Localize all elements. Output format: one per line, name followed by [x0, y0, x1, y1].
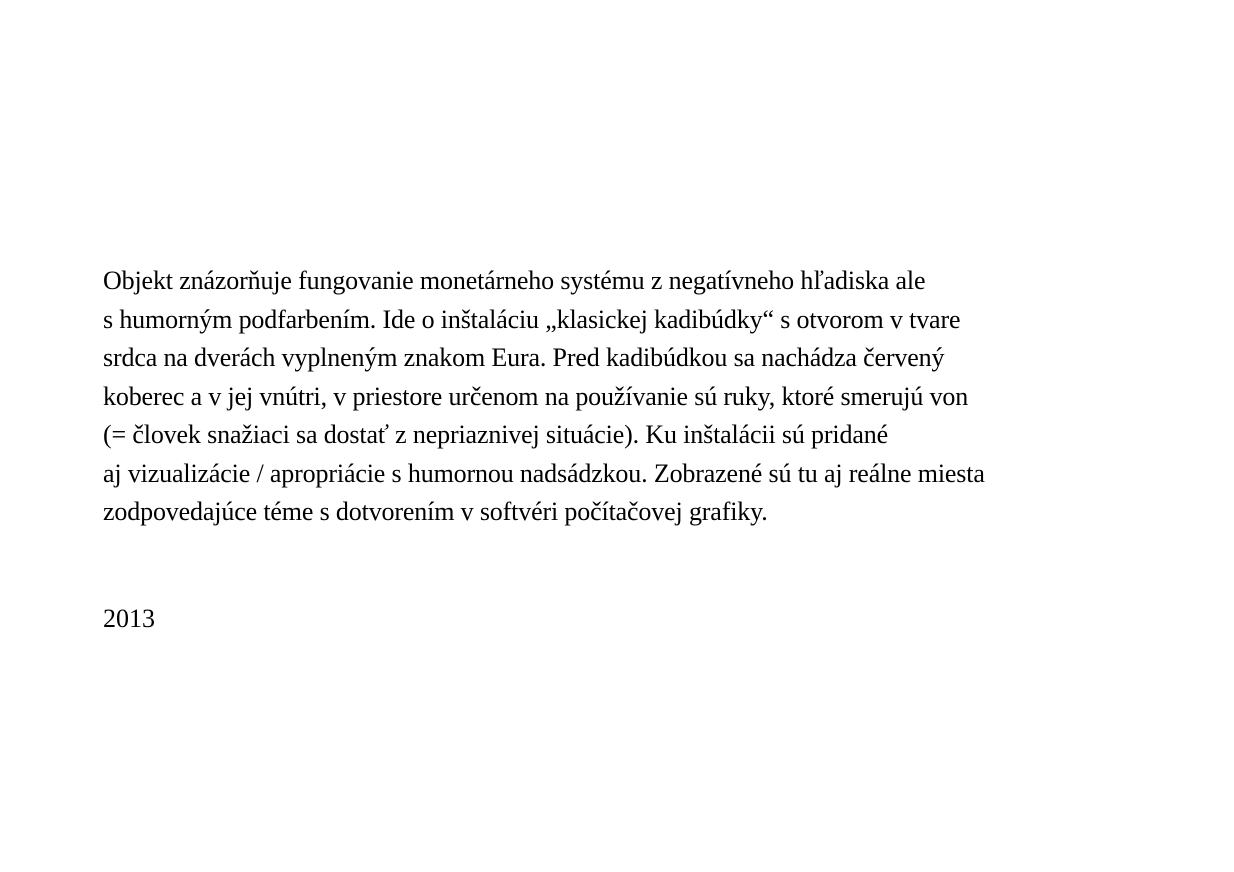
paragraph-line-2: s humorným podfarbením. Ide o inštaláciu „klasickej kadibúdky“ s otvorom v tvare — [103, 304, 961, 334]
paragraph-line-3: srdca na dverách vyplneným znakom Eura. Pred kadibúdkou sa nachádza červený — [103, 343, 945, 372]
paragraph-line-4: koberec a v jej vnútri, v priestore určenom na používanie sú ruky, ktoré smerujú von — [103, 381, 969, 411]
paragraph-line-1: Objekt znázorňuje fungovanie monetárneho systému z negatívneho hľadiska ale — [103, 266, 926, 295]
paragraph-line-7: zodpovedajúce téme s dotvorením v softvéri počítačovej grafiky. — [103, 497, 768, 526]
year-label: 2013 — [103, 604, 155, 633]
paragraph-line-6: aj vizualizácie / apropriácie s humornou nadsádzkou. Zobrazené sú tu aj reálne miesta — [103, 458, 985, 488]
paragraph-line-5: (= človek snažiaci sa dostať z nepriaznivej situácie). Ku inštalácii sú pridané — [103, 420, 888, 449]
description-paragraph — [103, 262, 1213, 532]
